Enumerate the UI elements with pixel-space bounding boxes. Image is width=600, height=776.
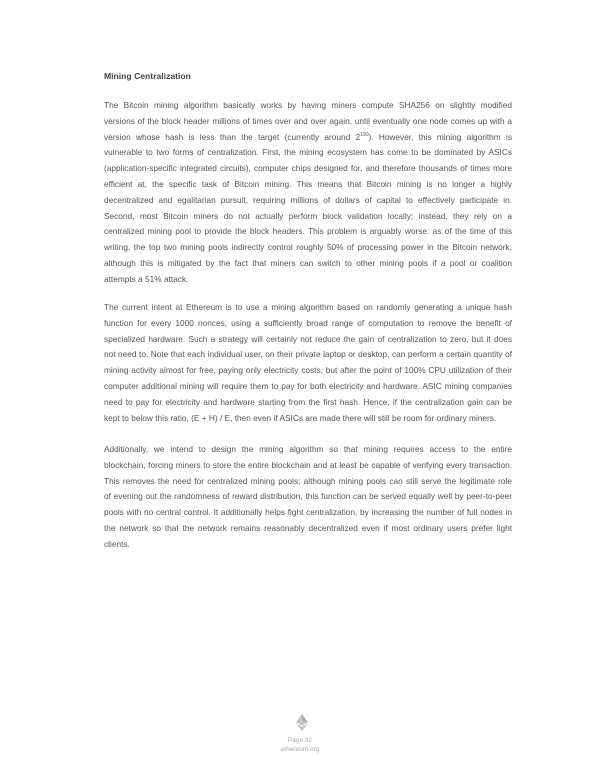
page-number: Page 32	[287, 737, 313, 744]
text-line: vulnerable to two forms of centralization. First, the mining ecosystem has come to be dominated by ASICs	[104, 147, 512, 158]
text-line	[104, 130, 512, 146]
text-line: This removes the need for centralized mining pools; although mining pools can still serve the legitimate role	[104, 475, 512, 486]
text-line: blockchain, forcing miners to store the entire blockchain and at least be capable of verifying every transaction.	[104, 459, 512, 470]
text-line: specialized hardware. Such a strategy will certainly not reduce the gain of centralization to zero, but it does	[104, 333, 512, 344]
text-line: function for every 1000 nonces, using a sufficiently broad range of computation to remove the benefit of	[104, 317, 512, 328]
text-line: computer additional mining will require them to pay for both electricity and hardware. ASIC mining companies	[104, 380, 512, 391]
text: version whose hash is less than the target (currently around 2	[104, 131, 361, 142]
text-line: of evening out the randomness of reward distribution, this function can be served equally well by peer-to-peer	[104, 491, 512, 502]
text-line: the network so that the network remains reasonably decentralized even if most ordinary users prefer light	[104, 522, 512, 533]
site-url: ethereum.org	[280, 746, 320, 753]
superscript: 190	[360, 131, 369, 138]
paragraph-1	[104, 98, 512, 288]
text-line: (application-specific integrated circuits), computer chips designed for, and therefore thousands of times more	[104, 163, 512, 174]
section-heading: Mining Centralization	[104, 71, 191, 81]
text-line: clients.	[104, 538, 130, 549]
text-line: not need to. Note that each individual user, on their private laptop or desktop, can perform a certain quantity of	[104, 349, 512, 360]
text-line: efficient at, the specific task of Bitcoin mining. This means that Bitcoin mining is no longer a highly	[104, 178, 512, 189]
paragraph-2	[104, 300, 512, 426]
text-line: centralized mining pool to provide the block headers. This problem is arguably worse: as of the time of this	[104, 226, 512, 237]
text-line: The Bitcoin mining algorithm basically works by having miners compute SHA256 on slightly modified	[104, 100, 512, 110]
text-line: writing, the top two mining pools indirectly control roughly 50% of processing power in the Bitcoin network,	[104, 242, 512, 253]
text-line: although this is mitigated by the fact that miners can switch to other mining pools if a pool or coalition	[104, 257, 512, 268]
text-line: pools with no central control. It additionally helps fight centralization, by increasing the number of full nodes in	[104, 507, 512, 518]
text-line: need to pay for electricity and hardware starting from the first hash. Hence, if the centralization gain can be	[104, 396, 512, 407]
text: ). However, this mining algorithm is	[368, 131, 512, 142]
text-line: versions of the block header millions of times over and over again, until eventually one node comes up with a	[104, 115, 512, 126]
text-line: kept to below this ratio, (E + H) / E, then even if ASICs are made there will still be room for ordinary miners.	[104, 412, 497, 423]
text-line: decentralized and egalitarian pursuit, requiring millions of dollars of capital to effectively participate in.	[104, 194, 512, 205]
text-line: Additionally, we intend to design the mining algorithm so that mining requires access to the entire	[104, 444, 512, 454]
text-line: The current intent at Ethereum is to use a mining algorithm based on randomly generating a unique hash	[104, 302, 512, 312]
text-line: mining activity almost for free, paying only electricity costs, but after the point of 100% CPU utilization of their	[104, 365, 512, 376]
ethereum-logo-icon	[296, 714, 308, 731]
paragraph-3	[104, 442, 512, 553]
text-line: attempts a 51% attack.	[104, 273, 189, 284]
text-line: Second, most Bitcoin miners do not actually perform block validation locally; instead, they rely on a	[104, 210, 512, 221]
